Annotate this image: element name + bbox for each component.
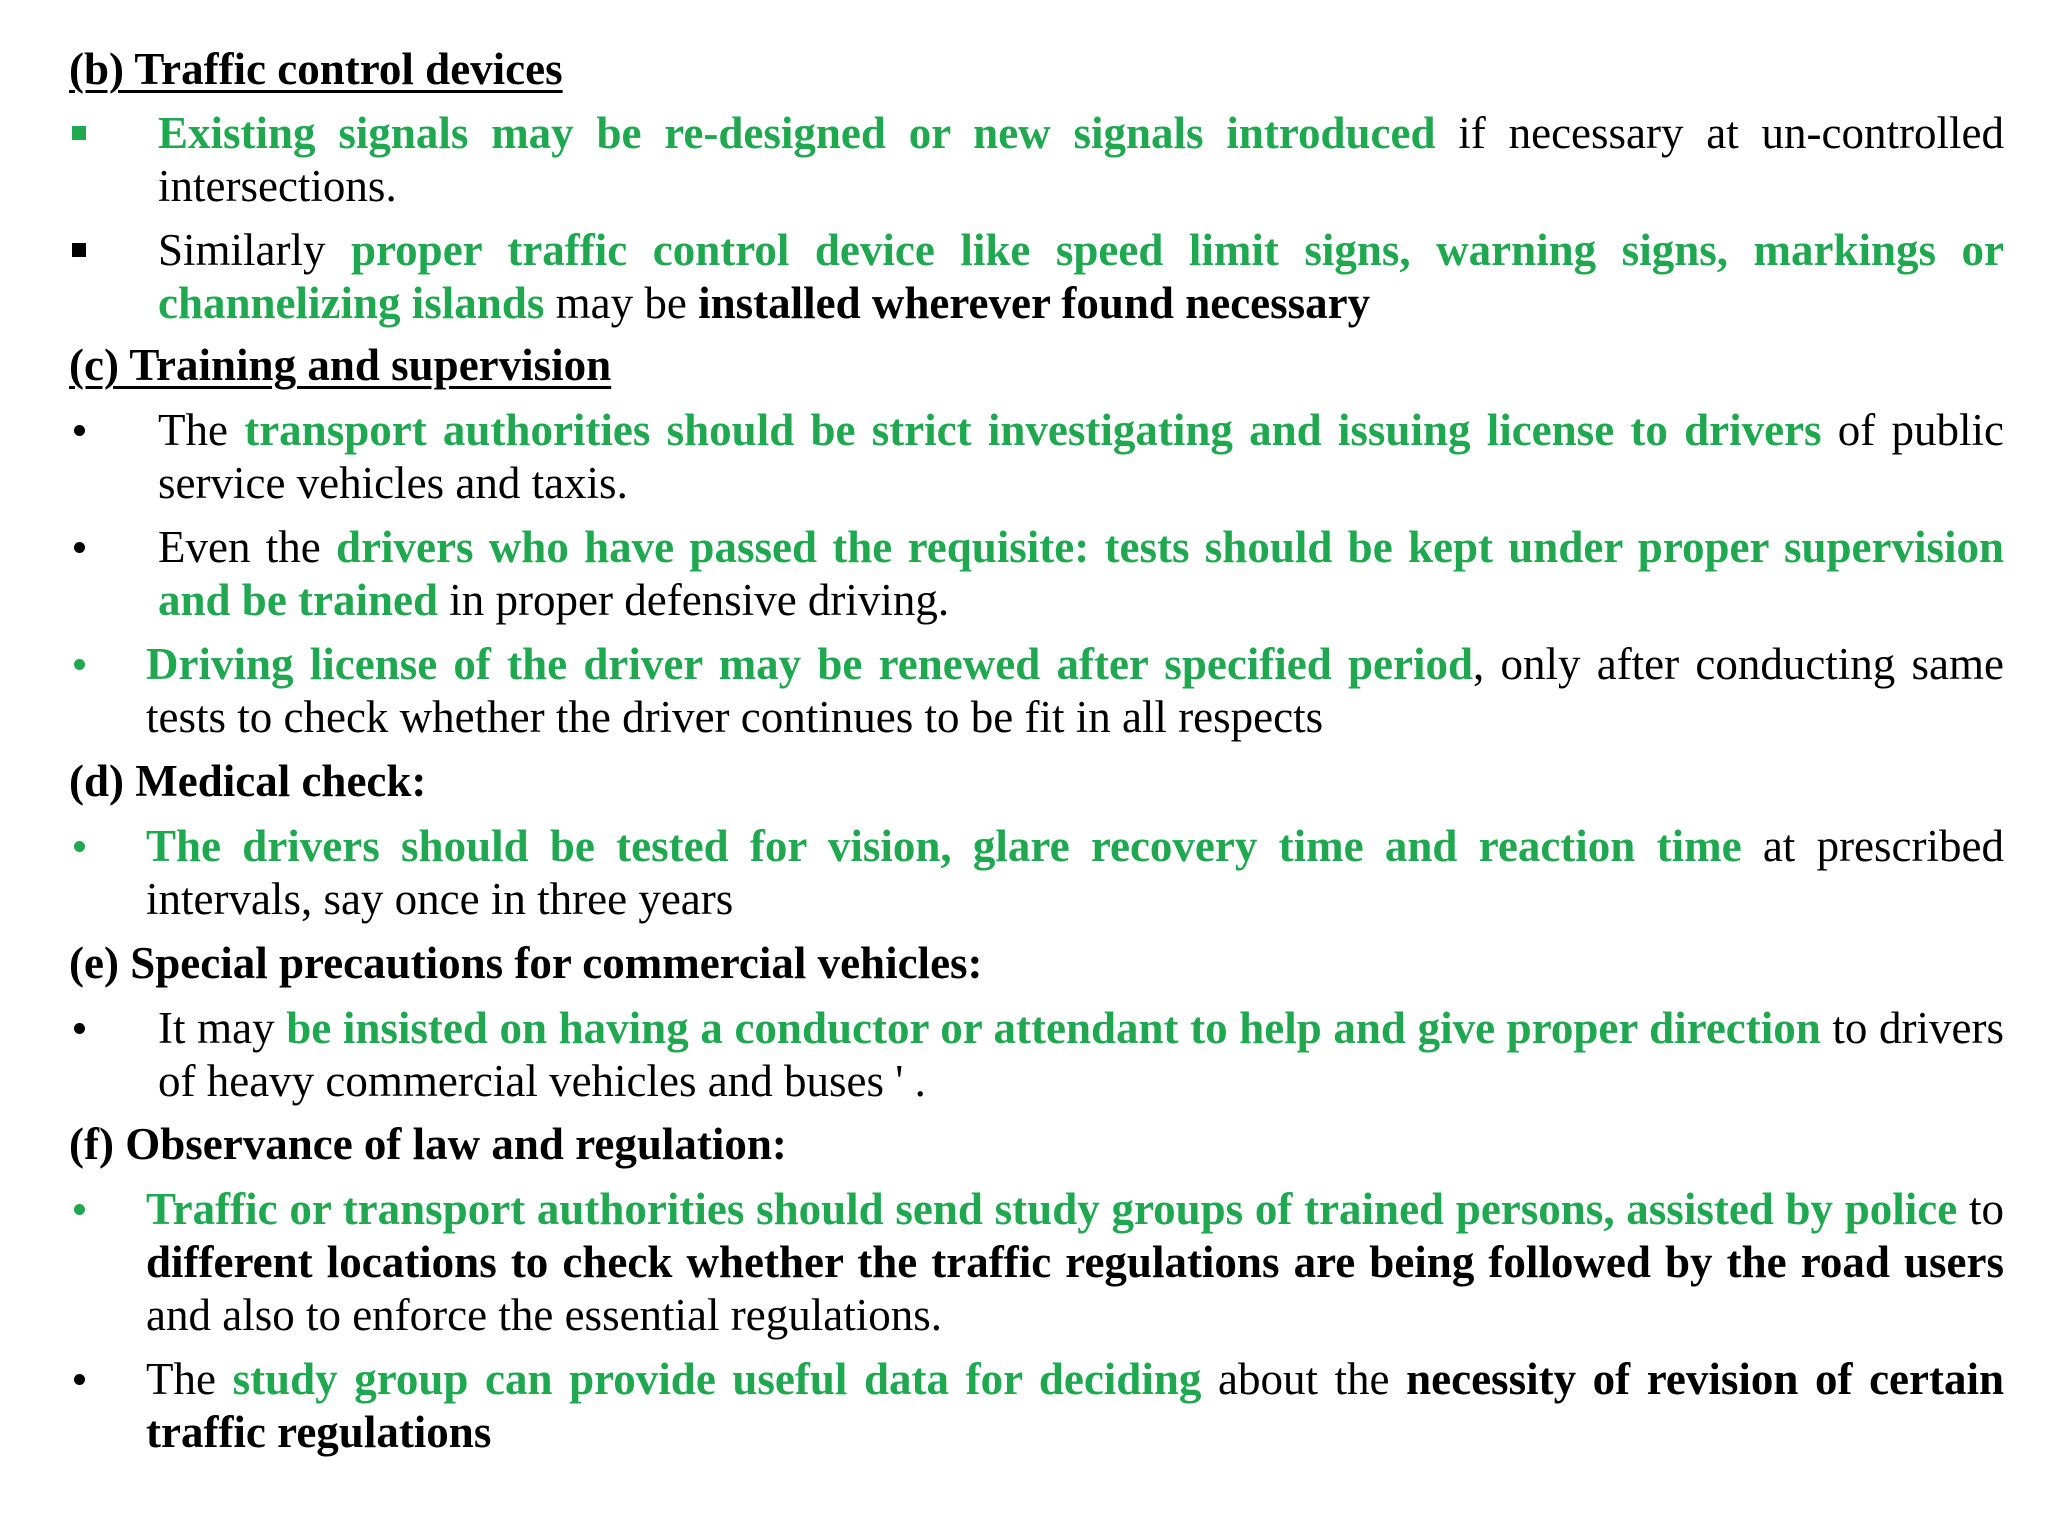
emphasis-text: proper traffic control device like speed limit signs, warning signs, markings or channelizing islands bbox=[158, 225, 2004, 328]
bold-text: different locations to check whether the traffic regulations are being followed by the road users bbox=[146, 1237, 2004, 1287]
plain-text: may be bbox=[544, 278, 699, 328]
bold-text: necessity of revision of certain traffic regulations bbox=[146, 1354, 2005, 1457]
emphasis-text: Traffic or transport authorities should send study groups of trained persons, assisted by police bbox=[146, 1184, 1958, 1234]
item-text bbox=[146, 224, 2004, 330]
emphasis-text: transport authorities should be strict investigating and issuing license to drivers bbox=[244, 405, 1822, 455]
plain-text: and also to enforce the essential regulations. bbox=[146, 1290, 942, 1340]
emphasis-text: The drivers should be tested for vision, glare recovery time and reaction time bbox=[146, 821, 1742, 871]
emphasis-text: study group can provide useful data for deciding bbox=[232, 1354, 1202, 1404]
emphasis-text: Driving license of the driver may be renewed after specified period bbox=[146, 639, 1474, 689]
plain-text: of public service vehicles and taxis. bbox=[158, 405, 2005, 508]
plain-text: to drivers of heavy commercial vehicles and buses ' . bbox=[158, 1003, 2004, 1106]
emphasis-text: be insisted on having a conductor or attendant to help and give proper direction bbox=[286, 1003, 1821, 1053]
emphasis-text: Existing signals may be re-designed or new signals introduced bbox=[158, 108, 1436, 158]
heading-special-precautions: (e) Special precautions for commercial vehicles: bbox=[69, 938, 983, 988]
bold-text: installed wherever found necessary bbox=[698, 278, 1371, 328]
item-text bbox=[146, 1002, 2004, 1108]
plain-text: Similarly bbox=[158, 225, 351, 275]
heading-training-and-supervision: (c) Training and supervision bbox=[69, 340, 612, 390]
plain-text: at prescribed intervals, say once in three years bbox=[146, 821, 2004, 924]
heading-medical-check: (d) Medical check: bbox=[69, 756, 427, 806]
list-item-drivers-supervision bbox=[69, 521, 2004, 627]
list-item-traffic-control-device bbox=[69, 224, 2004, 330]
list-item-existing-signals bbox=[69, 107, 2004, 213]
item-text bbox=[146, 521, 2004, 627]
list-item-study-groups bbox=[69, 1183, 2004, 1342]
list-item-conductor bbox=[69, 1002, 2004, 1108]
item-text bbox=[146, 107, 2004, 213]
item-text bbox=[146, 1183, 2004, 1342]
list-item-license-renewal bbox=[69, 638, 2004, 744]
plain-text: in proper defensive driving. bbox=[438, 575, 950, 625]
item-text bbox=[146, 1353, 2004, 1459]
plain-text: The bbox=[158, 405, 245, 455]
plain-text: It may bbox=[158, 1003, 287, 1053]
plain-text: to bbox=[1957, 1184, 2004, 1234]
list-item-study-group-data bbox=[69, 1353, 2004, 1459]
heading-traffic-control-devices: (b) Traffic control devices bbox=[69, 44, 563, 94]
list-item-driver-testing bbox=[69, 820, 2004, 926]
plain-text: The bbox=[146, 1354, 233, 1404]
plain-text: if necessary at un-controlled intersections. bbox=[158, 108, 2004, 211]
item-text bbox=[146, 638, 2004, 744]
item-text bbox=[146, 820, 2004, 926]
item-text bbox=[146, 404, 2004, 510]
emphasis-text: drivers who have passed the requisite: tests should be kept under proper supervision and be trained bbox=[158, 522, 2004, 625]
plain-text: Even the bbox=[158, 522, 337, 572]
list-item-transport-authorities bbox=[69, 404, 2004, 510]
heading-observance-of-law: (f) Observance of law and regulation: bbox=[69, 1119, 787, 1169]
plain-text: , only after conducting same tests to check whether the driver continues to be fit in all respects bbox=[146, 639, 2004, 742]
plain-text: about the bbox=[1201, 1354, 1407, 1404]
